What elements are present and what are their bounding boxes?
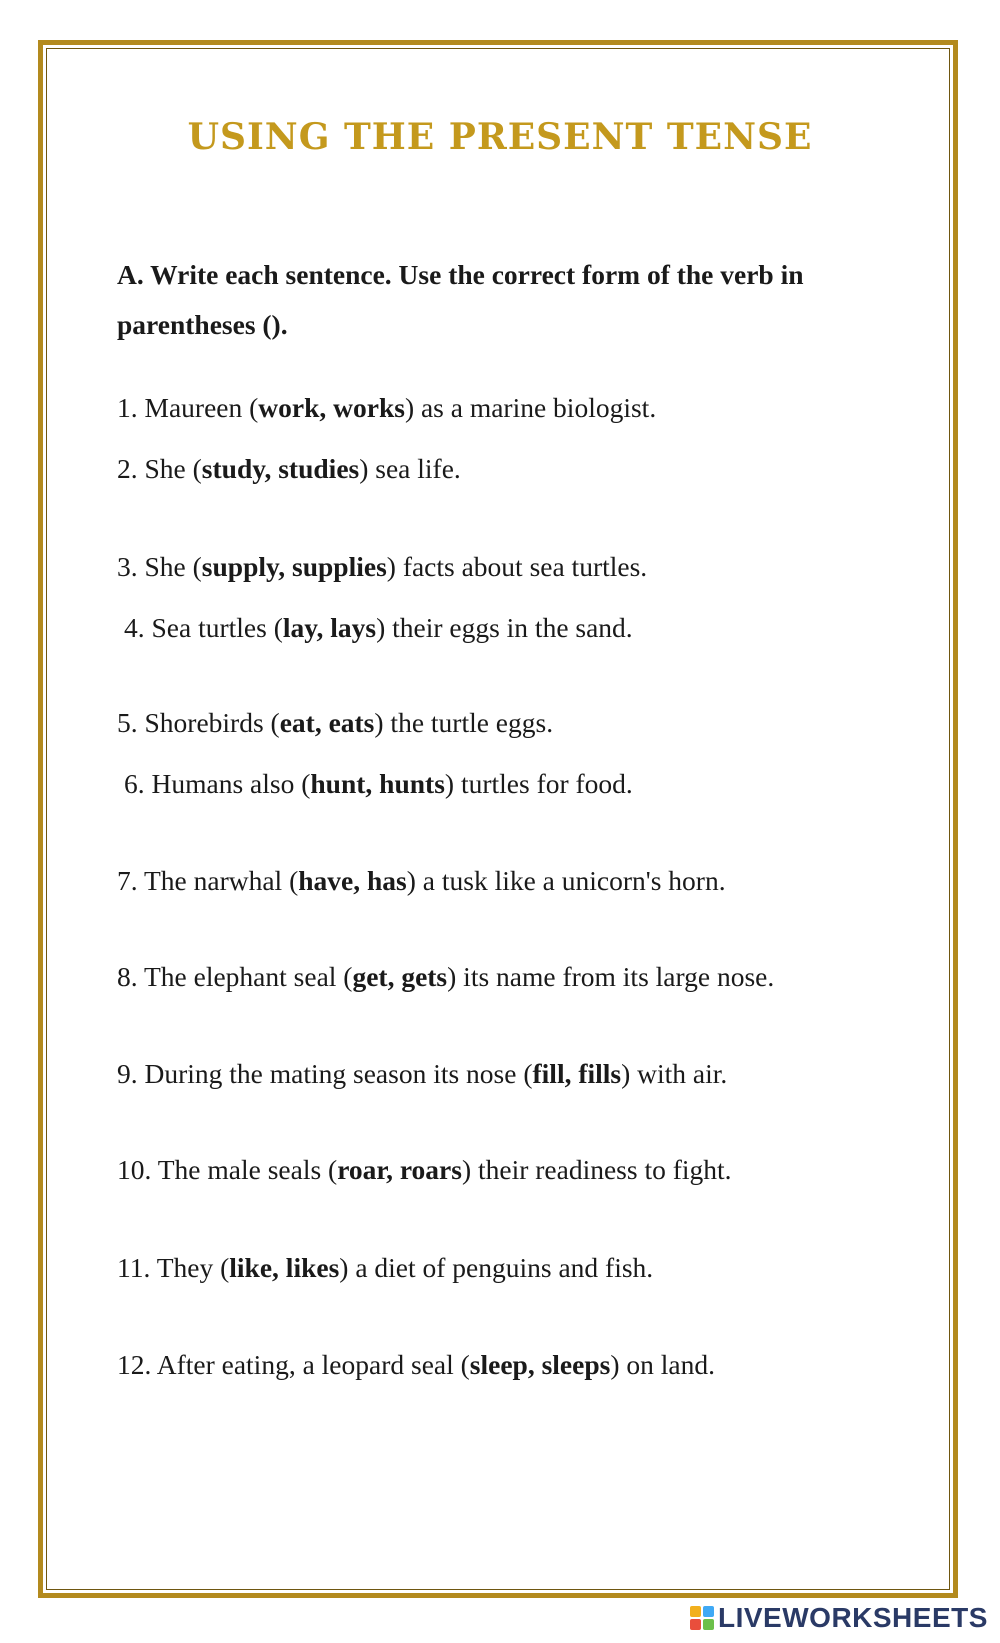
question-item: 8. The elephant seal (get, gets) its name from its large nose. — [117, 961, 775, 992]
instructions: A. Write each sentence. Use the correct form of the verb in parentheses (). — [117, 259, 804, 340]
question-item: 5. Shorebirds (eat, eats) the turtle eggs. — [117, 707, 554, 738]
verb-choice: hunt, hunts — [310, 768, 445, 799]
question-item: 10. The male seals (roar, roars) their readiness to fight. — [117, 1154, 732, 1185]
verb-choice: like, likes — [229, 1252, 340, 1283]
page-title: USING THE PRESENT TENSE — [187, 116, 813, 158]
question-item: 1. Maureen (work, works) as a marine biologist. — [117, 392, 657, 423]
liveworksheets-logo[interactable] — [690, 1600, 988, 1636]
verb-choice: roar, roars — [337, 1154, 462, 1185]
verb-choice: work, works — [258, 392, 405, 423]
brand-name: LIVEWORKSHEETS — [718, 1602, 988, 1633]
verb-choice: have, has — [298, 865, 407, 896]
verb-choice: eat, eats — [279, 707, 375, 738]
verb-choice: get, gets — [352, 961, 448, 992]
verb-choice: supply, supplies — [201, 551, 387, 582]
question-item: 11. They (like, likes) a diet of penguins and fish. — [117, 1252, 654, 1283]
question-item: 12. After eating, a leopard seal (sleep, sleeps) on land. — [117, 1349, 715, 1380]
verb-choice: sleep, sleeps — [469, 1349, 611, 1380]
question-item: 4. Sea turtles (lay, lays) their eggs in the sand. — [124, 612, 633, 643]
question-item: 7. The narwhal (have, has) a tusk like a unicorn's horn. — [117, 865, 726, 896]
verb-choice: study, studies — [201, 453, 360, 484]
liveworksheets-logo-icon — [690, 1606, 714, 1630]
question-item: 9. During the mating season its nose (fill, fills) with air. — [117, 1058, 728, 1089]
question-item: 3. She (supply, supplies) facts about sea turtles. — [117, 551, 648, 582]
verb-choice: lay, lays — [282, 612, 377, 643]
verb-choice: fill, fills — [532, 1058, 622, 1089]
question-item: 2. She (study, studies) sea life. — [117, 453, 461, 484]
question-item: 6. Humans also (hunt, hunts) turtles for food. — [124, 768, 633, 799]
